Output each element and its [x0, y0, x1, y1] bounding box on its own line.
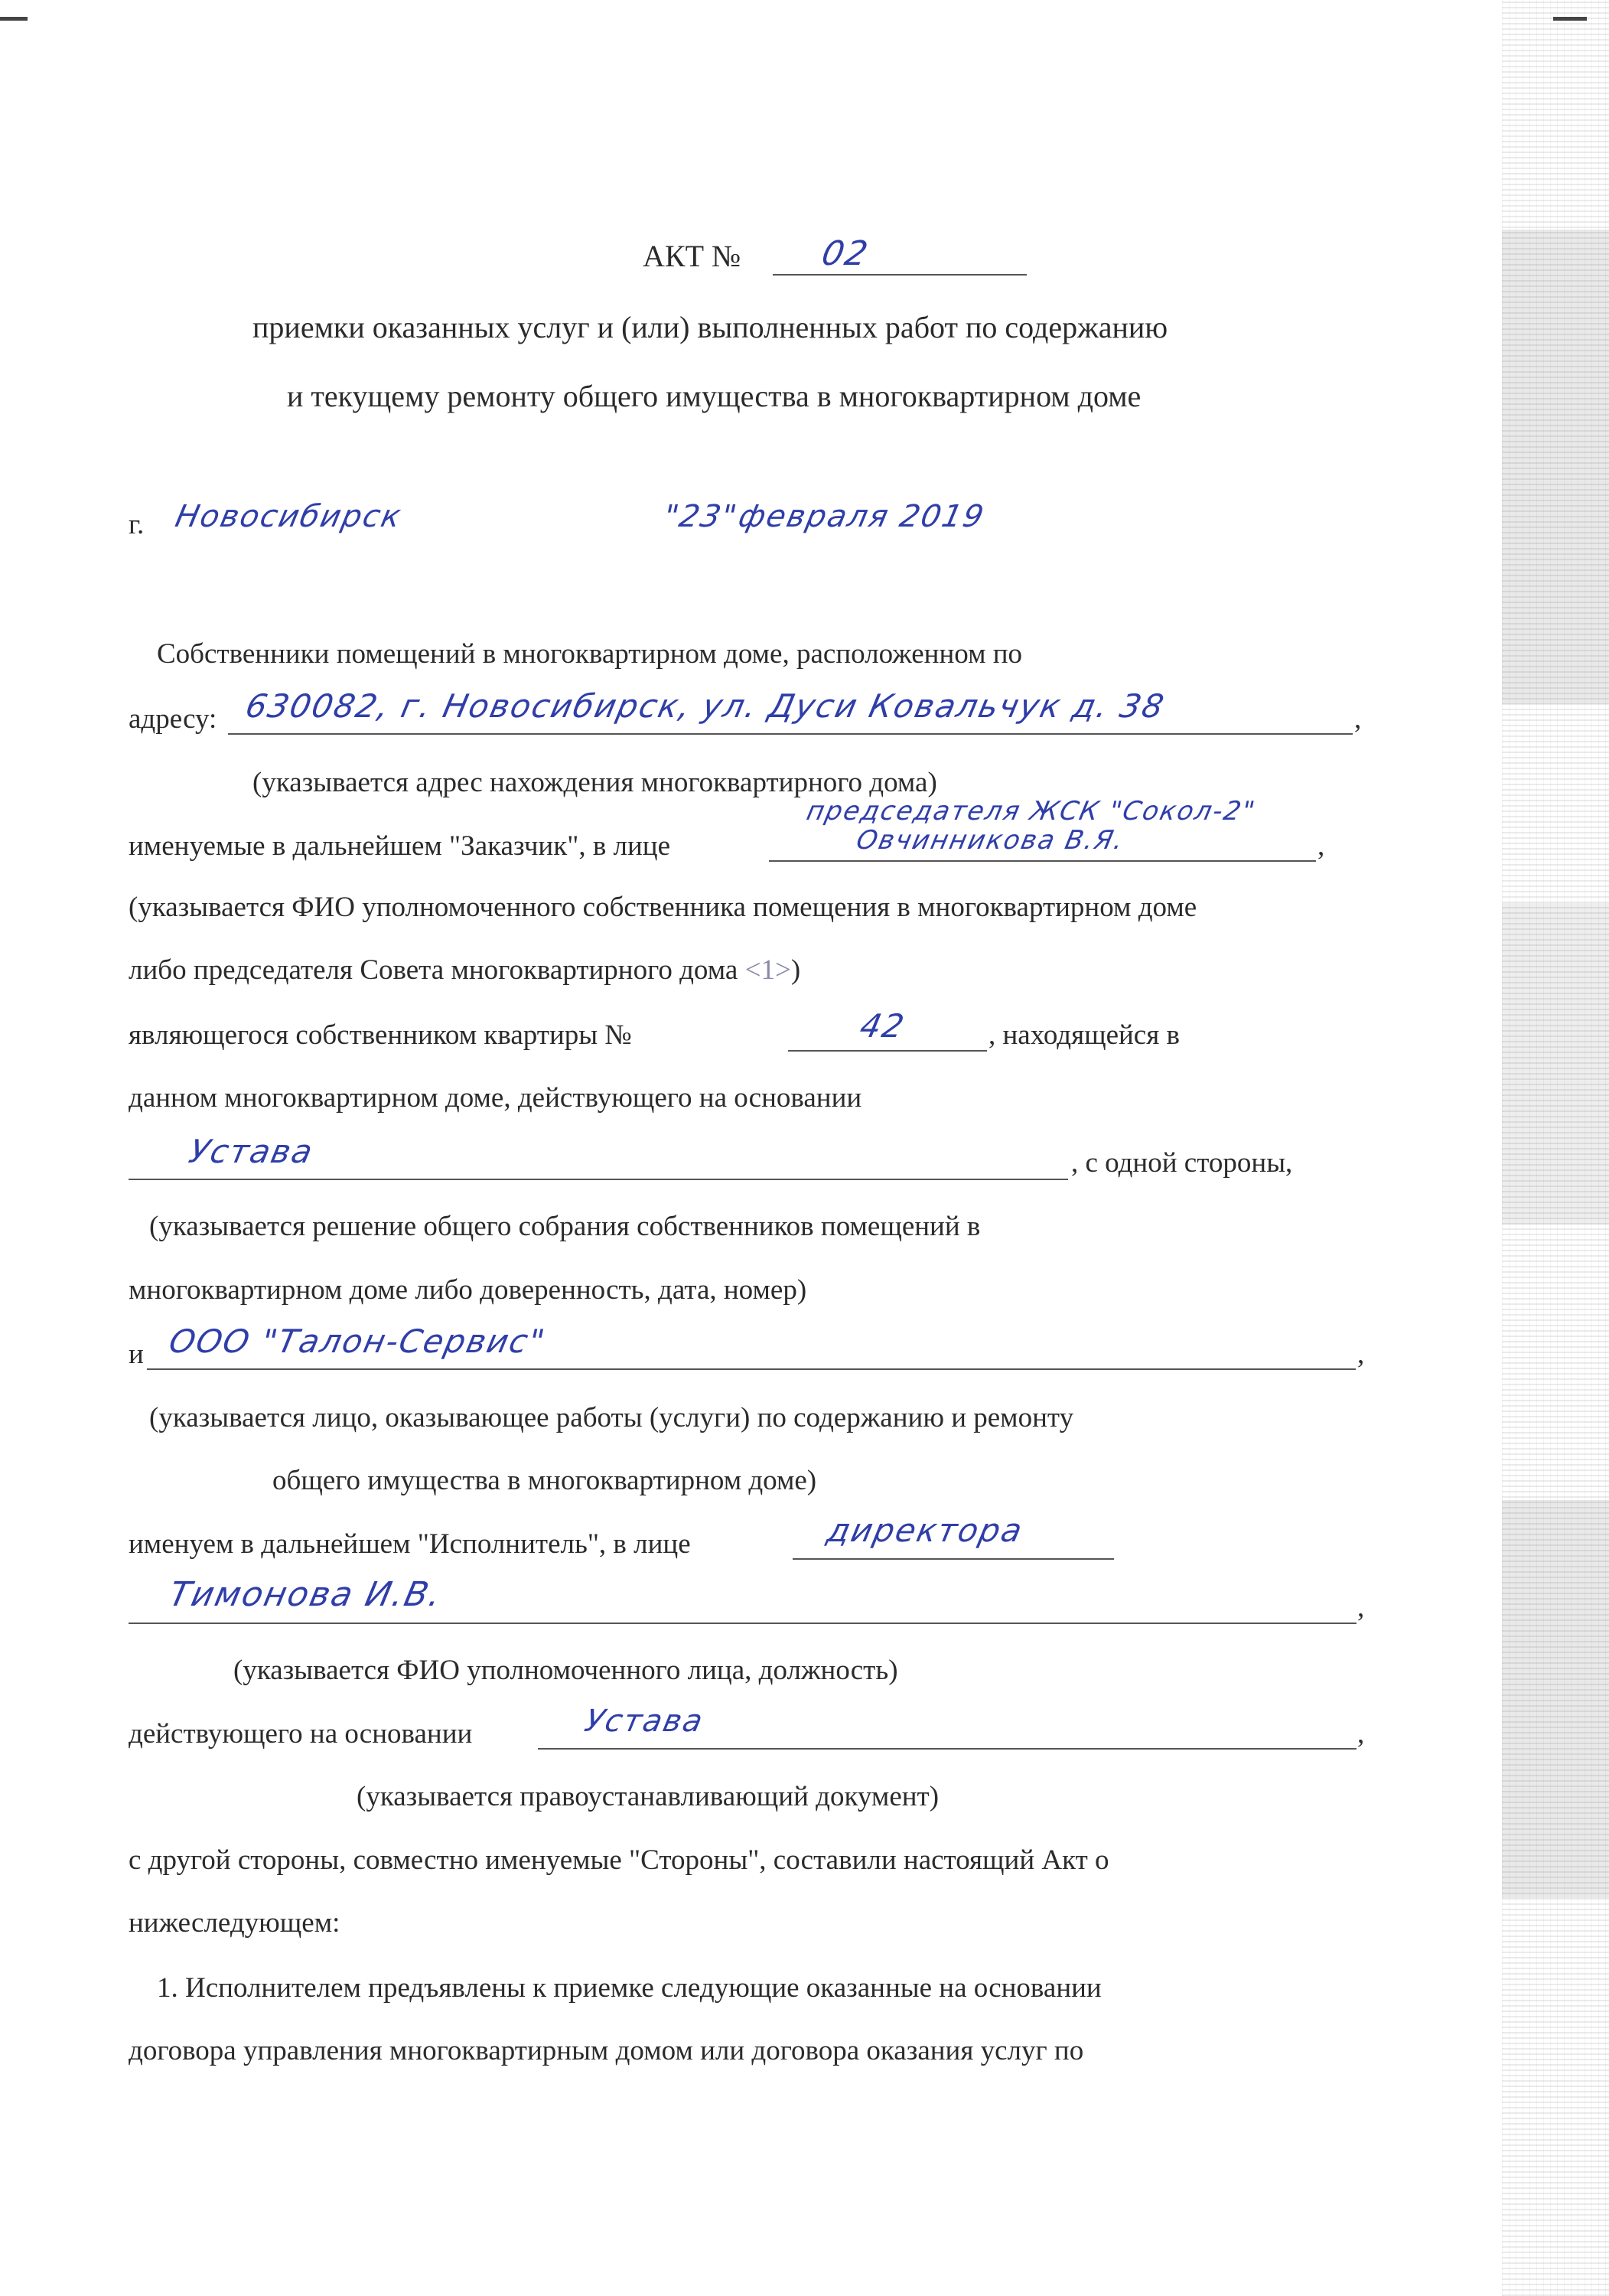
- basis-line: данном многоквартирном доме, действующего на основании: [129, 1082, 862, 1114]
- customer-hint-1: (указывается ФИО уполномоченного собственника помещения в многоквартирном доме: [129, 892, 1197, 923]
- date-month-year: февраля 2019: [735, 499, 989, 534]
- below-line: нижеследующем:: [129, 1907, 340, 1939]
- customer-comma: ,: [1317, 830, 1325, 862]
- scan-edge-artifact: [1502, 0, 1609, 2296]
- executor-position: директора: [823, 1512, 1027, 1549]
- address-hint: (указывается адрес нахождения многоквартирного дома): [252, 767, 937, 798]
- owners-paragraph: Собственники помещений в многоквартирном доме, расположенном по: [157, 638, 1023, 670]
- customer-hint-2: [129, 953, 800, 988]
- contractor-comma: ,: [1357, 1339, 1365, 1370]
- city-prefix: г.: [129, 509, 145, 540]
- act-title: [643, 239, 741, 274]
- act-number-line: [773, 274, 1027, 276]
- apartment-number: 42: [856, 1007, 909, 1045]
- address-value: 630082, г. Новосибирск, ул. Дуси Ковальчук д. 38: [242, 687, 1169, 725]
- act-subtitle-1: приемки оказанных услуг и (или) выполненных работ по содержанию: [252, 310, 1168, 344]
- title-prefix: АКТ №: [643, 239, 741, 273]
- scan-speck: [1553, 17, 1587, 21]
- address-label: адресу:: [129, 703, 217, 735]
- executor-position-line: [793, 1558, 1114, 1560]
- basis-value: Устава: [185, 1133, 318, 1170]
- act-subtitle-2: и текущему ремонту общего имущества в многоквартирном доме: [287, 379, 1142, 413]
- customer-rep-line: [769, 860, 1316, 862]
- basis-value-line: [129, 1179, 1068, 1180]
- contractor-hint-1: (указывается лицо, оказывающее работы (услуги) по содержанию и ремонту: [149, 1402, 1074, 1433]
- contractor-line: [147, 1368, 1356, 1370]
- customer-label: именуемые в дальнейшем "Заказчик", в лице: [129, 830, 671, 862]
- date-day: "23": [660, 499, 741, 534]
- item-1-line-2: договора управления многоквартирным домом или договора оказания услуг по: [129, 2035, 1084, 2066]
- customer-rep-2: Овчинникова В.Я.: [853, 825, 1128, 856]
- executor-name: Тимонова И.В.: [165, 1575, 446, 1614]
- customer-hint-2-text: либо председателя Совета многоквартирного дома: [129, 954, 745, 986]
- address-line: [228, 733, 1353, 735]
- owner-tail: , находящейся в: [989, 1019, 1180, 1051]
- act-number: 02: [818, 234, 873, 273]
- executor-name-line: [129, 1623, 1357, 1624]
- basis-hint-1: (указывается решение общего собрания собственников помещений в: [149, 1211, 981, 1242]
- contractor-hint-2: общего имущества в многоквартирном доме): [272, 1465, 817, 1496]
- customer-hint-2-end: ): [790, 954, 801, 986]
- executor-basis: Устава: [581, 1704, 708, 1739]
- scan-speck: [0, 17, 28, 21]
- executor-comma: ,: [1357, 1592, 1365, 1623]
- and-label: и: [129, 1339, 144, 1370]
- executor-label: именуем в дальнейшем "Исполнитель", в лице: [129, 1528, 691, 1560]
- one-side: , с одной стороны,: [1071, 1147, 1293, 1179]
- executor-basis-comma: ,: [1357, 1718, 1365, 1750]
- footnote-ref[interactable]: <1>: [744, 954, 791, 986]
- parties-line: с другой стороны, совместно именуемые "Стороны", составили настоящий Акт о: [129, 1844, 1109, 1876]
- executor-basis-label: действующего на основании: [129, 1718, 473, 1750]
- executor-basis-line: [538, 1748, 1357, 1750]
- executor-basis-hint: (указывается правоустанавливающий документ): [357, 1781, 940, 1812]
- address-comma: ,: [1354, 703, 1362, 735]
- city-value: Новосибирск: [172, 499, 406, 534]
- contractor-value: ООО "Талон-Сервис": [165, 1322, 549, 1360]
- item-1-line-1: 1. Исполнителем предъявлены к приемке следующие оказанные на основании: [157, 1972, 1102, 2004]
- basis-hint-2: многоквартирном доме либо доверенность, дата, номер): [129, 1274, 807, 1306]
- executor-hint: (указывается ФИО уполномоченного лица, должность): [233, 1655, 898, 1686]
- owner-label: являющегося собственником квартиры №: [129, 1019, 632, 1051]
- apartment-number-line: [788, 1050, 987, 1052]
- customer-rep-1: председателя ЖСК "Сокол-2": [803, 796, 1259, 827]
